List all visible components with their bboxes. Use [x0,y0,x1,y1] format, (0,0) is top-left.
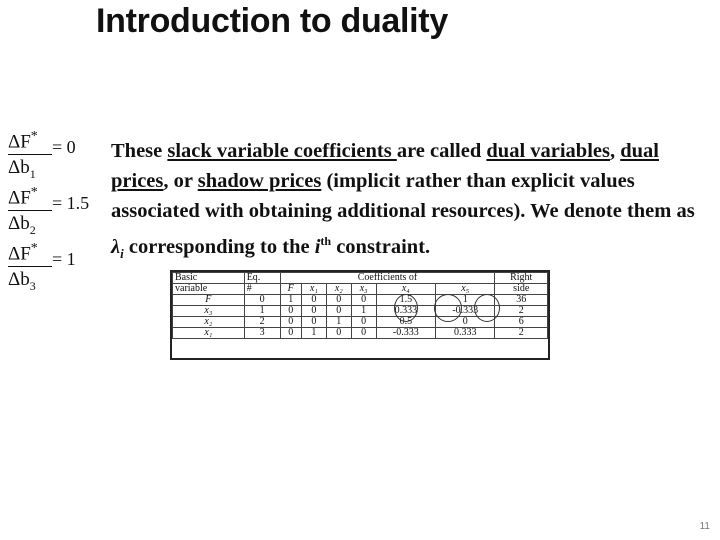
text-part-1: These [111,140,168,162]
text-part-4: , or [163,170,198,192]
cell: 0 [326,306,351,317]
row-basic: x₁ [173,328,245,339]
term-dual-prices: dual prices [111,140,659,192]
explanation-paragraph [111,136,711,269]
text-part-2: are called [396,140,487,162]
col-header-x5: x₅ [436,284,495,295]
cell: 1 [280,295,301,306]
cell: 0 [436,317,495,328]
formula-1-num: ΔF [8,131,31,153]
lambda-subscript: i [120,245,124,261]
cell: 0 [280,317,301,328]
cell: 0 [280,328,301,339]
formula-2-sub: 2 [29,223,36,238]
cell: 0.333 [376,306,435,317]
cell: 0 [280,306,301,317]
row-rhs: 2 [495,306,548,317]
row-eq: 2 [244,317,280,328]
col-header-x3: x₃ [351,284,376,295]
row-eq: 0 [244,295,280,306]
formula-2-den: Δb [8,213,30,235]
formula-3-num: ΔF [8,243,31,265]
formula-3-rhs: = 1 [52,249,76,269]
col-header-f: F [280,284,301,295]
ith-superscript: th [320,234,332,248]
cell: 0 [301,317,326,328]
row-rhs: 2 [495,328,548,339]
eq-header [244,273,280,284]
table-row [173,306,548,317]
lambda-symbol [111,235,124,261]
text-part-6: corresponding to the [123,235,315,258]
cell: 1 [436,295,495,306]
cell: 0 [301,306,326,317]
cell: 1.5 [376,295,435,306]
slide-title: Introduction to duality [96,2,448,40]
cell: 1 [326,317,351,328]
right-header-line2: side [495,284,548,295]
col-header-x4: x₄ [376,284,435,295]
cell: 0.5 [376,317,435,328]
cell: 0.333 [436,328,495,339]
formula-1-star: * [30,129,38,144]
row-eq: 1 [244,306,280,317]
basic-header-line1: Basic [175,272,198,283]
text-part-5: (implicit rather than explicit values associated with obtaining additional resources). We denote them as [111,170,695,222]
cell: -0.333 [436,306,495,317]
row-rhs: 36 [495,295,548,306]
simplex-tableau [170,270,550,360]
lambda-letter: λ [111,235,121,258]
formula-3-sub: 3 [29,279,36,294]
formula-1-den: Δb [8,157,30,179]
cell: 0 [326,328,351,339]
cell: 0 [326,295,351,306]
right-side-header [495,273,548,284]
formula-1-rhs: = 0 [52,137,76,157]
cell: 0 [351,295,376,306]
row-basic: x₂ [173,317,245,328]
table-row [173,317,548,328]
formula-3 [8,238,108,292]
eq-header-line1: Eq. [246,272,261,283]
formula-1-sub: 1 [29,167,36,182]
right-header-line1: Right [510,272,533,283]
formula-2-star: * [30,185,38,200]
term-dual-variables: dual variables [486,140,610,162]
coefficients-header: Coefficients of [280,273,495,284]
col-header-x2: x₂ [326,284,351,295]
ith-letter: i [314,235,321,258]
formula-2 [8,182,108,236]
tableau-table [172,272,548,339]
text-part-3: , [609,140,621,162]
formula-3-den: Δb [8,269,30,291]
formula-1 [8,126,108,180]
page-number: 11 [699,521,710,532]
term-slack-variable-coefficients: slack variable coefficients [167,140,397,162]
eq-header-line2: # [244,284,280,295]
basic-header-line2: variable [173,284,245,295]
formula-2-num: ΔF [8,187,31,209]
row-rhs: 6 [495,317,548,328]
cell: -0.333 [376,328,435,339]
formula-3-star: * [30,241,38,256]
table-row [173,328,548,339]
row-eq: 3 [244,328,280,339]
cell: 0 [351,317,376,328]
term-shadow-prices: shadow prices [197,170,322,192]
cell: 1 [351,306,376,317]
cell: 0 [301,295,326,306]
text-part-7: constraint. [331,235,431,258]
cell: 0 [351,328,376,339]
table-row [173,295,548,306]
row-basic: x₃ [173,306,245,317]
cell: 1 [301,328,326,339]
basic-variable-header [173,273,245,284]
formula-2-rhs: = 1.5 [52,193,90,213]
col-header-x1: x₁ [301,284,326,295]
row-basic: F [173,295,245,306]
